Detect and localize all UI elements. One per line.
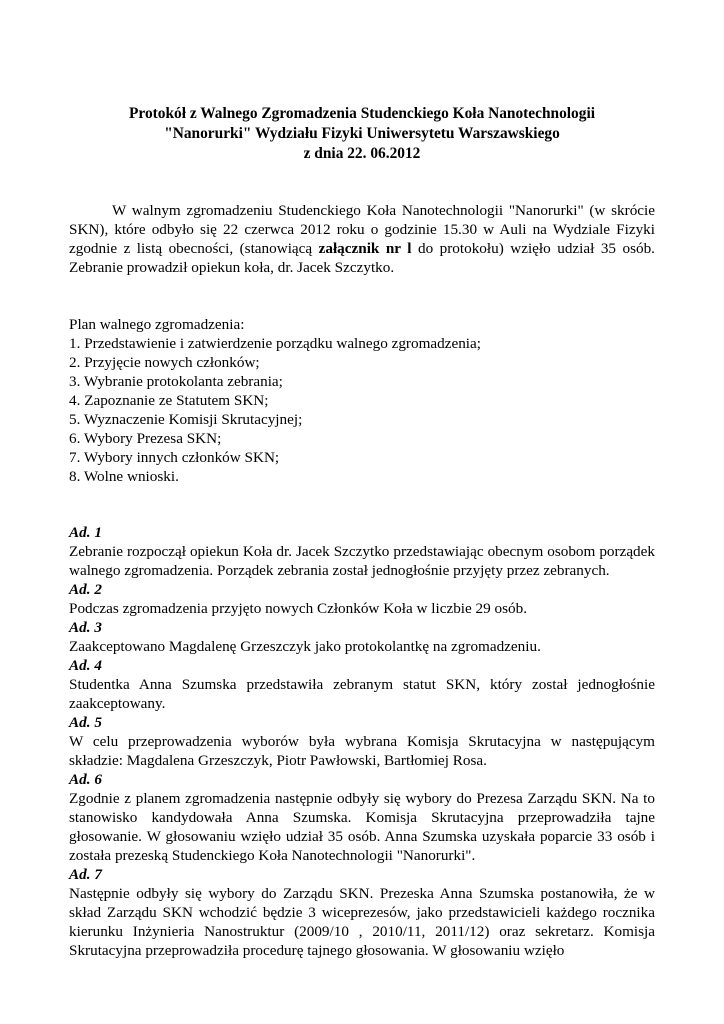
ad-7-heading: Ad. 7 xyxy=(69,866,102,883)
intro-text-part-1: W walnym zgromadzeniu Studenckiego Koła Nanotechnologii "Nanorurki" (w skrócie SKN), które odbyło się 22 czerwca 2012 roku o godzinie 15.30 w Auli na Wydziale Fizyki zgodnie z listą obecności, (stanowiącą xyxy=(69,202,655,257)
attachment-reference: załącznik nr l xyxy=(318,240,412,257)
agenda-item: 2. Przyjęcie nowych członków; xyxy=(69,354,260,371)
agenda-heading: Plan walnego zgromadzenia: xyxy=(69,316,245,333)
agenda-item: 5. Wyznaczenie Komisji Skrutacyjnej; xyxy=(69,411,303,428)
ad-4-heading: Ad. 4 xyxy=(69,657,102,674)
ad-6-text: Zgodnie z planem zgromadzenia następnie odbyły się wybory do Prezesa Zarządu SKN. Na to stanowisko kandydowała Anna Szumska. Komisja Skrutacyjna przeprowadziła tajne głosowanie. W głosowaniu wzięło udział 35 osób. Anna Szumska uzyskała poparcie 33 osób i została prezeską Studenckiego Koła Nanotechnologii "Nanorurki". xyxy=(69,790,655,864)
intro-paragraph xyxy=(69,201,655,277)
ad-5-heading: Ad. 5 xyxy=(69,714,102,731)
intro-text-part-2: do protokołu) wzięło udział 35 osób. Zebranie prowadził opiekun koła, dr. Jacek Szczytko. xyxy=(69,240,655,276)
ad-1-heading: Ad. 1 xyxy=(69,524,102,541)
agenda-item: 3. Wybranie protokolanta zebrania; xyxy=(69,373,283,390)
ad-3-heading: Ad. 3 xyxy=(69,619,102,636)
ad-7-text: Następnie odbyły się wybory do Zarządu SKN. Prezeska Anna Szumska postanowiła, że w skład Zarządu SKN wchodzić będzie 3 wiceprezesów, jako przedstawicieli każdego rocznika kierunku Inżynieria Nanostruktur (2009/10 , 2010/11, 2011/12) oraz sekretarz. Komisja Skrutacyjna przeprowadziła procedurę tajnego głosowania. W głosowaniu wzięło xyxy=(69,885,655,959)
agenda-item: 1. Przedstawienie i zatwierdzenie porządku walnego zgromadzenia; xyxy=(69,335,481,352)
minutes-section xyxy=(69,523,655,960)
agenda-item: 8. Wolne wnioski. xyxy=(69,468,179,485)
title-line-2: "Nanorurki" Wydziału Fizyki Uniwersytetu Warszawskiego xyxy=(164,125,560,142)
agenda-item: 7. Wybory innych członków SKN; xyxy=(69,449,280,466)
document-page xyxy=(69,104,655,960)
ad-4-text: Studentka Anna Szumska przedstawiła zebranym statut SKN, który został jednogłośnie zaakceptowany. xyxy=(69,676,655,712)
ad-2-text: Podczas zgromadzenia przyjęto nowych Członków Koła w liczbie 29 osób. xyxy=(69,600,528,617)
ad-5-text: W celu przeprowadzenia wyborów była wybrana Komisja Skrutacyjna w następującym składzie: Magdalena Grzeszczyk, Piotr Pawłowski, Bartłomiej Rosa. xyxy=(69,733,655,769)
agenda-item: 6. Wybory Prezesa SKN; xyxy=(69,430,222,447)
ad-2-heading: Ad. 2 xyxy=(69,581,102,598)
agenda-item: 4. Zapoznanie ze Statutem SKN; xyxy=(69,392,269,409)
title-line-1: Protokół z Walnego Zgromadzenia Studenckiego Koła Nanotechnologii xyxy=(128,105,596,122)
title-line-3: z dnia 22. 06.2012 xyxy=(303,145,421,162)
document-title xyxy=(69,104,655,164)
agenda-plan xyxy=(69,315,655,486)
ad-1-text: Zebranie rozpoczął opiekun Koła dr. Jacek Szczytko przedstawiając obecnym osobom porządek walnego zgromadzenia. Porządek zebrania został jednogłośnie przyjęty przez zebranych. xyxy=(69,543,655,579)
ad-6-heading: Ad. 6 xyxy=(69,771,102,788)
ad-3-text: Zaakceptowano Magdalenę Grzeszczyk jako protokolantkę na zgromadzeniu. xyxy=(69,638,541,655)
